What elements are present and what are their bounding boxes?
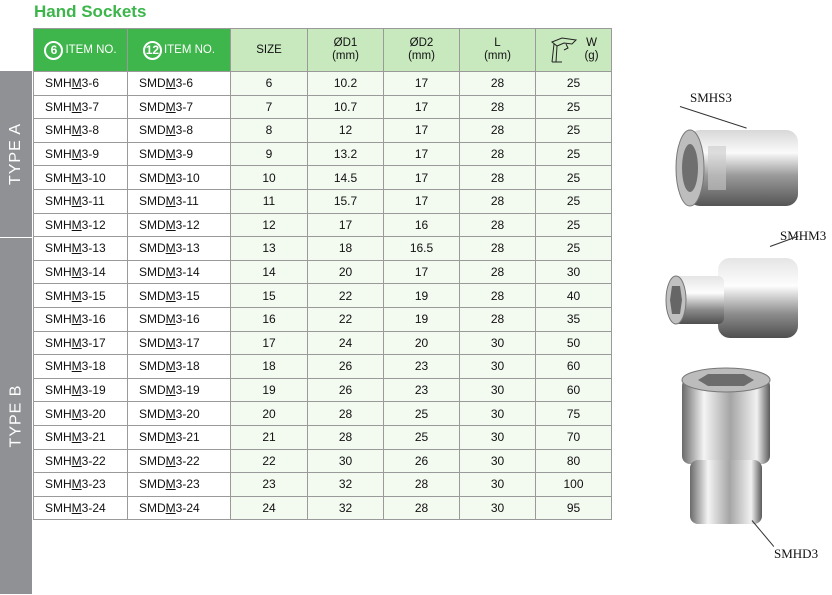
- size-cell: 11: [231, 189, 308, 213]
- length-cell: 28: [460, 307, 536, 331]
- smhm3-callout: SMHM3: [780, 228, 827, 243]
- size-cell: 7: [231, 95, 308, 119]
- length-cell: 28: [460, 166, 536, 190]
- table-row: [34, 449, 612, 473]
- d2-cell: 17: [384, 189, 460, 213]
- weight-cell: 80: [536, 449, 612, 473]
- item-12pt-cell: SMDM3-12: [128, 213, 231, 237]
- length-cell: 30: [460, 355, 536, 379]
- table-row: [34, 142, 612, 166]
- table-row: [34, 260, 612, 284]
- table-row: [34, 213, 612, 237]
- length-cell: 28: [460, 119, 536, 143]
- length-cell: 30: [460, 331, 536, 355]
- type-b-label: TYPE B: [0, 238, 32, 594]
- item-12pt-cell: SMDM3-16: [128, 307, 231, 331]
- item-6pt-cell: SMHM3-23: [34, 473, 128, 497]
- length-cell: 28: [460, 237, 536, 261]
- d2-cell: 17: [384, 72, 460, 96]
- length-cell: 30: [460, 402, 536, 426]
- item-12pt-cell: SMDM3-22: [128, 449, 231, 473]
- item-12pt-cell: SMDM3-23: [128, 473, 231, 497]
- size-cell: 19: [231, 378, 308, 402]
- size-cell: 21: [231, 425, 308, 449]
- item-12pt-cell: SMDM3-10: [128, 166, 231, 190]
- weight-cell: 60: [536, 355, 612, 379]
- d2-cell: 19: [384, 307, 460, 331]
- d1-cell: 10.7: [308, 95, 384, 119]
- header-row: [34, 29, 612, 72]
- item-12pt-cell: SMDM3-18: [128, 355, 231, 379]
- header-w: W (g): [536, 29, 612, 72]
- smhd3-callout: SMHD3: [774, 546, 819, 561]
- item-6pt-cell: SMHM3-6: [34, 72, 128, 96]
- table-row: [34, 189, 612, 213]
- size-cell: 13: [231, 237, 308, 261]
- weight-cell: 95: [536, 496, 612, 520]
- weight-cell: 25: [536, 142, 612, 166]
- weight-cell: 30: [536, 260, 612, 284]
- item-12pt-cell: SMDM3-19: [128, 378, 231, 402]
- d1-cell: 30: [308, 449, 384, 473]
- size-cell: 14: [231, 260, 308, 284]
- d1-cell: 10.2: [308, 72, 384, 96]
- length-cell: 28: [460, 284, 536, 308]
- d2-cell: 16.5: [384, 237, 460, 261]
- item-6pt-cell: SMHM3-18: [34, 355, 128, 379]
- sockets-spec-table: [33, 28, 612, 520]
- d2-cell: 17: [384, 95, 460, 119]
- header-12pt-item-no: 12 ITEM NO.: [128, 29, 231, 72]
- table-row: [34, 473, 612, 497]
- smhd3-socket-image: [676, 364, 776, 530]
- item-12pt-cell: SMDM3-14: [128, 260, 231, 284]
- item-6pt-cell: SMHM3-17: [34, 331, 128, 355]
- length-cell: 30: [460, 449, 536, 473]
- d2-cell: 20: [384, 331, 460, 355]
- length-cell: 28: [460, 142, 536, 166]
- table-row: [34, 425, 612, 449]
- size-cell: 17: [231, 331, 308, 355]
- weight-cell: 25: [536, 72, 612, 96]
- size-cell: 20: [231, 402, 308, 426]
- header-l: L (mm): [460, 29, 536, 72]
- smhd3-socket-photo: [676, 364, 776, 530]
- length-cell: 30: [460, 473, 536, 497]
- item-12pt-cell: SMDM3-7: [128, 95, 231, 119]
- table-body: [34, 72, 612, 520]
- size-cell: 8: [231, 119, 308, 143]
- item-6pt-cell: SMHM3-13: [34, 237, 128, 261]
- item-6pt-cell: SMHM3-19: [34, 378, 128, 402]
- table-row: [34, 331, 612, 355]
- item-6pt-cell: SMHM3-15: [34, 284, 128, 308]
- length-cell: 28: [460, 95, 536, 119]
- table-row: [34, 166, 612, 190]
- item-6pt-cell: SMHM3-21: [34, 425, 128, 449]
- size-cell: 6: [231, 72, 308, 96]
- size-cell: 23: [231, 473, 308, 497]
- d2-cell: 16: [384, 213, 460, 237]
- weight-cell: 75: [536, 402, 612, 426]
- smhs3-socket-image: [668, 122, 818, 214]
- table-row: [34, 237, 612, 261]
- length-cell: 28: [460, 189, 536, 213]
- item-6pt-cell: SMHM3-7: [34, 95, 128, 119]
- d1-cell: 22: [308, 307, 384, 331]
- item-6pt-cell: SMHM3-22: [34, 449, 128, 473]
- d1-cell: 24: [308, 331, 384, 355]
- item-6pt-cell: SMHM3-9: [34, 142, 128, 166]
- weight-cell: 100: [536, 473, 612, 497]
- table-row: [34, 378, 612, 402]
- smhs3-socket-photo: [668, 122, 818, 214]
- d1-cell: 20: [308, 260, 384, 284]
- table-row: [34, 72, 612, 96]
- smhs3-callout: SMHS3: [690, 90, 732, 105]
- item-6pt-cell: SMHM3-11: [34, 189, 128, 213]
- d2-cell: 23: [384, 378, 460, 402]
- header-size: SIZE: [231, 29, 308, 72]
- weight-cell: 25: [536, 237, 612, 261]
- d1-cell: 28: [308, 402, 384, 426]
- table-row: [34, 95, 612, 119]
- item-12pt-cell: SMDM3-21: [128, 425, 231, 449]
- size-cell: 12: [231, 213, 308, 237]
- size-cell: 24: [231, 496, 308, 520]
- item-6pt-cell: SMHM3-12: [34, 213, 128, 237]
- length-cell: 30: [460, 425, 536, 449]
- hex-6-circle-icon: 6: [44, 41, 63, 60]
- d1-cell: 13.2: [308, 142, 384, 166]
- weight-cell: 25: [536, 95, 612, 119]
- d1-cell: 32: [308, 496, 384, 520]
- d2-cell: 28: [384, 473, 460, 497]
- item-12pt-cell: SMDM3-6: [128, 72, 231, 96]
- d2-cell: 26: [384, 449, 460, 473]
- item-12pt-cell: SMDM3-20: [128, 402, 231, 426]
- weight-cell: 25: [536, 189, 612, 213]
- length-cell: 28: [460, 72, 536, 96]
- size-cell: 18: [231, 355, 308, 379]
- d2-cell: 23: [384, 355, 460, 379]
- d1-cell: 17: [308, 213, 384, 237]
- length-cell: 28: [460, 260, 536, 284]
- weight-cell: 70: [536, 425, 612, 449]
- item-6pt-cell: SMHM3-8: [34, 119, 128, 143]
- header-d1: ØD1 (mm): [308, 29, 384, 72]
- d1-cell: 12: [308, 119, 384, 143]
- item-12pt-cell: SMDM3-13: [128, 237, 231, 261]
- weight-cell: 40: [536, 284, 612, 308]
- d2-cell: 17: [384, 142, 460, 166]
- item-12pt-cell: SMDM3-9: [128, 142, 231, 166]
- header-6pt-item-no: 6 ITEM NO.: [34, 29, 128, 72]
- page-title: Hand Sockets: [34, 2, 147, 21]
- table-row: [34, 119, 612, 143]
- d2-cell: 17: [384, 166, 460, 190]
- item-6pt-cell: SMHM3-20: [34, 402, 128, 426]
- size-cell: 10: [231, 166, 308, 190]
- weight-cell: 35: [536, 307, 612, 331]
- size-cell: 15: [231, 284, 308, 308]
- type-a-label: TYPE A: [0, 71, 32, 237]
- d1-cell: 28: [308, 425, 384, 449]
- size-cell: 9: [231, 142, 308, 166]
- item-12pt-cell: SMDM3-24: [128, 496, 231, 520]
- d1-cell: 32: [308, 473, 384, 497]
- table-row: [34, 307, 612, 331]
- d1-cell: 18: [308, 237, 384, 261]
- d2-cell: 28: [384, 496, 460, 520]
- d1-cell: 26: [308, 355, 384, 379]
- d2-cell: 17: [384, 119, 460, 143]
- bihex-12-circle-icon: 12: [143, 41, 162, 60]
- weight-cell: 50: [536, 331, 612, 355]
- item-12pt-cell: SMDM3-11: [128, 189, 231, 213]
- d1-cell: 26: [308, 378, 384, 402]
- weight-cell: 60: [536, 378, 612, 402]
- length-cell: 28: [460, 213, 536, 237]
- item-6pt-cell: SMHM3-24: [34, 496, 128, 520]
- item-6pt-cell: SMHM3-14: [34, 260, 128, 284]
- length-cell: 30: [460, 496, 536, 520]
- size-cell: 16: [231, 307, 308, 331]
- item-6pt-cell: SMHM3-10: [34, 166, 128, 190]
- weight-cell: 25: [536, 213, 612, 237]
- smhm3-socket-photo: [660, 250, 810, 346]
- d1-cell: 22: [308, 284, 384, 308]
- d2-cell: 25: [384, 425, 460, 449]
- length-cell: 30: [460, 378, 536, 402]
- header-d2: ØD2 (mm): [384, 29, 460, 72]
- d1-cell: 15.7: [308, 189, 384, 213]
- d2-cell: 17: [384, 260, 460, 284]
- item-12pt-cell: SMDM3-15: [128, 284, 231, 308]
- table-row: [34, 496, 612, 520]
- size-cell: 22: [231, 449, 308, 473]
- weight-cell: 25: [536, 166, 612, 190]
- table-row: [34, 402, 612, 426]
- d1-cell: 14.5: [308, 166, 384, 190]
- d2-cell: 19: [384, 284, 460, 308]
- smhm3-socket-image: [660, 250, 810, 346]
- weight-cell: 25: [536, 119, 612, 143]
- d2-cell: 25: [384, 402, 460, 426]
- item-12pt-cell: SMDM3-17: [128, 331, 231, 355]
- item-6pt-cell: SMHM3-16: [34, 307, 128, 331]
- table-row: [34, 284, 612, 308]
- weight-scale-icon: [548, 34, 582, 66]
- item-12pt-cell: SMDM3-8: [128, 119, 231, 143]
- table-row: [34, 355, 612, 379]
